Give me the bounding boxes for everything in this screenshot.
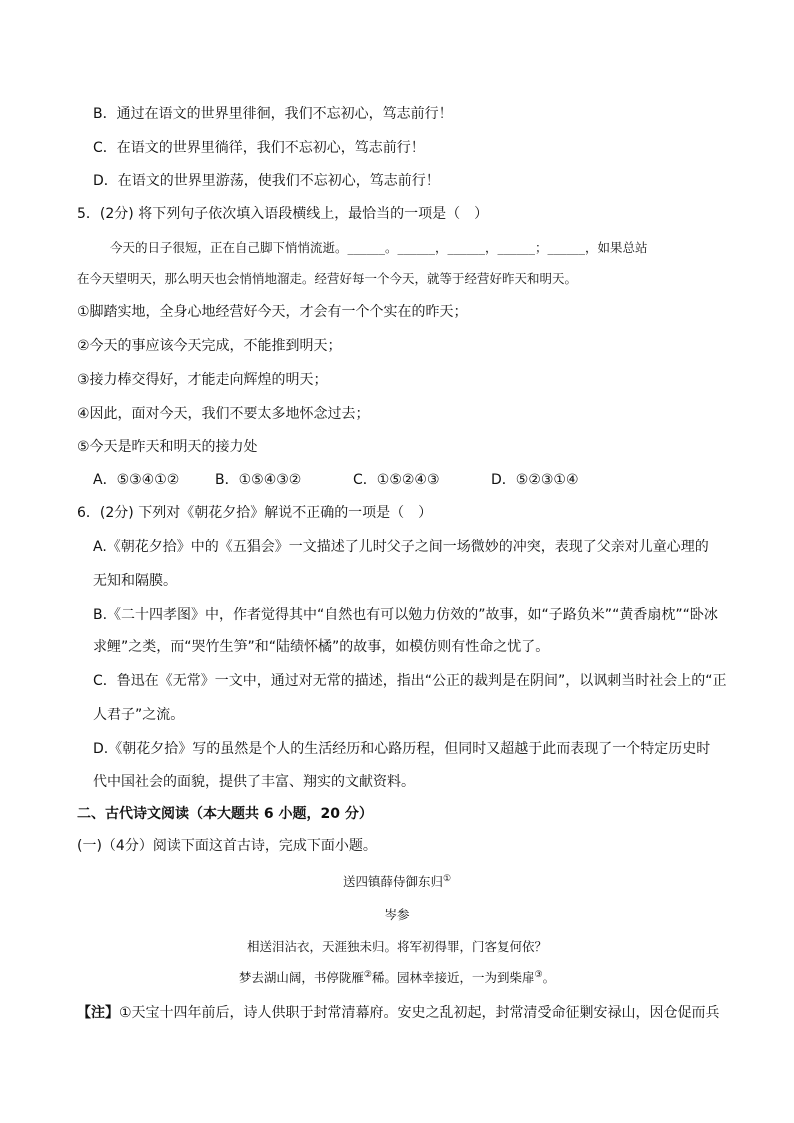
section-heading: 二、古代诗文阅读（本大题共 6 小题，20 分） bbox=[77, 806, 373, 822]
q6-option-a-line-1: A.《朝花夕拾》中的《五猖会》一文描述了儿时父子之间一场微妙的冲突，表现了父亲对儿童心理的 bbox=[93, 539, 709, 555]
q5-stem: 5．(2分) 将下列句子依次填入语段横线上，最恰当的一项是（ ） bbox=[77, 206, 489, 222]
q6-option-c-line-2: 人君子”之流。 bbox=[93, 707, 185, 723]
q4-option-d: D．在语文的世界里游荡，使我们不忘初心，笃志前行！ bbox=[93, 173, 440, 189]
q5-option-c: C．①⑤②④③ bbox=[353, 472, 440, 488]
poem-note-mark-3: ③ bbox=[534, 969, 543, 980]
q6-option-a-line-2: 无知和隔膜。 bbox=[93, 573, 177, 589]
note-label: 【注】 bbox=[77, 1005, 119, 1021]
subsection-intro: (一)（4分）阅读下面这首古诗，完成下面小题。 bbox=[77, 838, 377, 854]
q5-option-d: D．⑤②③①④ bbox=[491, 472, 579, 488]
poem-line-2: 梦去湖山阔，书停陇雁②稀。园林幸接近，一为到柴扉③。 bbox=[238, 969, 556, 985]
poem-title-note-mark: ① bbox=[442, 873, 452, 884]
q6-option-c-line-1: C．鲁迅在《无常》一文中，通过对无常的描述，指出“公正的裁判是在阴间”，以讽刺当时社会上的“正 bbox=[93, 673, 727, 689]
q5-option-b: B．①⑤④③② bbox=[215, 472, 302, 488]
q5-sentence-3: ③接力棒交得好，才能走向辉煌的明天； bbox=[77, 372, 328, 388]
q5-option-a: A．⑤③④①② bbox=[93, 472, 180, 488]
q6-option-d-line-1: D.《朝花夕拾》写的虽然是个人的生活经历和心路历程，但同时又超越于此而表现了一个特定历史时 bbox=[93, 741, 711, 757]
q4-option-b: B．通过在语文的世界里徘徊，我们不忘初心，笃志前行！ bbox=[93, 106, 453, 122]
poem-note-mark-2: ② bbox=[363, 969, 372, 980]
poem-author: 岑参 bbox=[384, 907, 410, 922]
q6-option-d-line-2: 代中国社会的面貌，提供了丰富、翔实的文献资料。 bbox=[93, 774, 415, 790]
q5-sentence-5: ⑤今天是昨天和明天的接力处 bbox=[77, 439, 258, 455]
q6-option-b-line-2: 求鲤”之类，而“哭竹生笋”和“陆绩怀橘”的故事，如模仿则有性命之忧了。 bbox=[93, 639, 550, 655]
q5-options-row bbox=[93, 470, 579, 490]
q5-sentence-4: ④因此，面对今天，我们不要太多地怀念过去； bbox=[77, 406, 370, 422]
q5-sentence-2: ②今天的事应该今天完成，不能推到明天； bbox=[77, 338, 342, 354]
poem-line-1: 相送泪沾衣，天涯独未归。将军初得罪，门客复何依？ bbox=[246, 939, 547, 954]
q5-sentence-1: ①脚踏实地，全身心地经营好今天，才会有一个个实在的昨天； bbox=[77, 304, 468, 320]
note-text: ①天宝十四年前后，诗人供职于封常清幕府。安史之乱初起，封常清受命征剿安禄山，因仓促而兵 bbox=[119, 1005, 720, 1021]
poem-title: 送四镇薛侍御东归① bbox=[342, 873, 452, 889]
q6-stem: 6．(2分) 下列对《朝花夕拾》解说不正确的一项是（ ） bbox=[77, 505, 433, 521]
q6-option-b-line-1: B.《二十四孝图》中，作者觉得其中“自然也有可以勉力仿效的”故事，如“子路负米”“黄香扇枕”“卧冰 bbox=[93, 607, 718, 623]
q5-passage-line-1: 今天的日子很短，正在自己脚下悄悄流逝。______。______，______，______；______，如果总站 bbox=[110, 240, 648, 255]
q5-passage-line-2: 在今天望明天，那么明天也会悄悄地溜走。经营好每一个今天，就等于经营好昨天和明天。 bbox=[77, 271, 578, 286]
poem-note bbox=[77, 1003, 720, 1023]
q4-option-c: C．在语文的世界里徜徉，我们不忘初心，笃志前行！ bbox=[93, 140, 425, 156]
